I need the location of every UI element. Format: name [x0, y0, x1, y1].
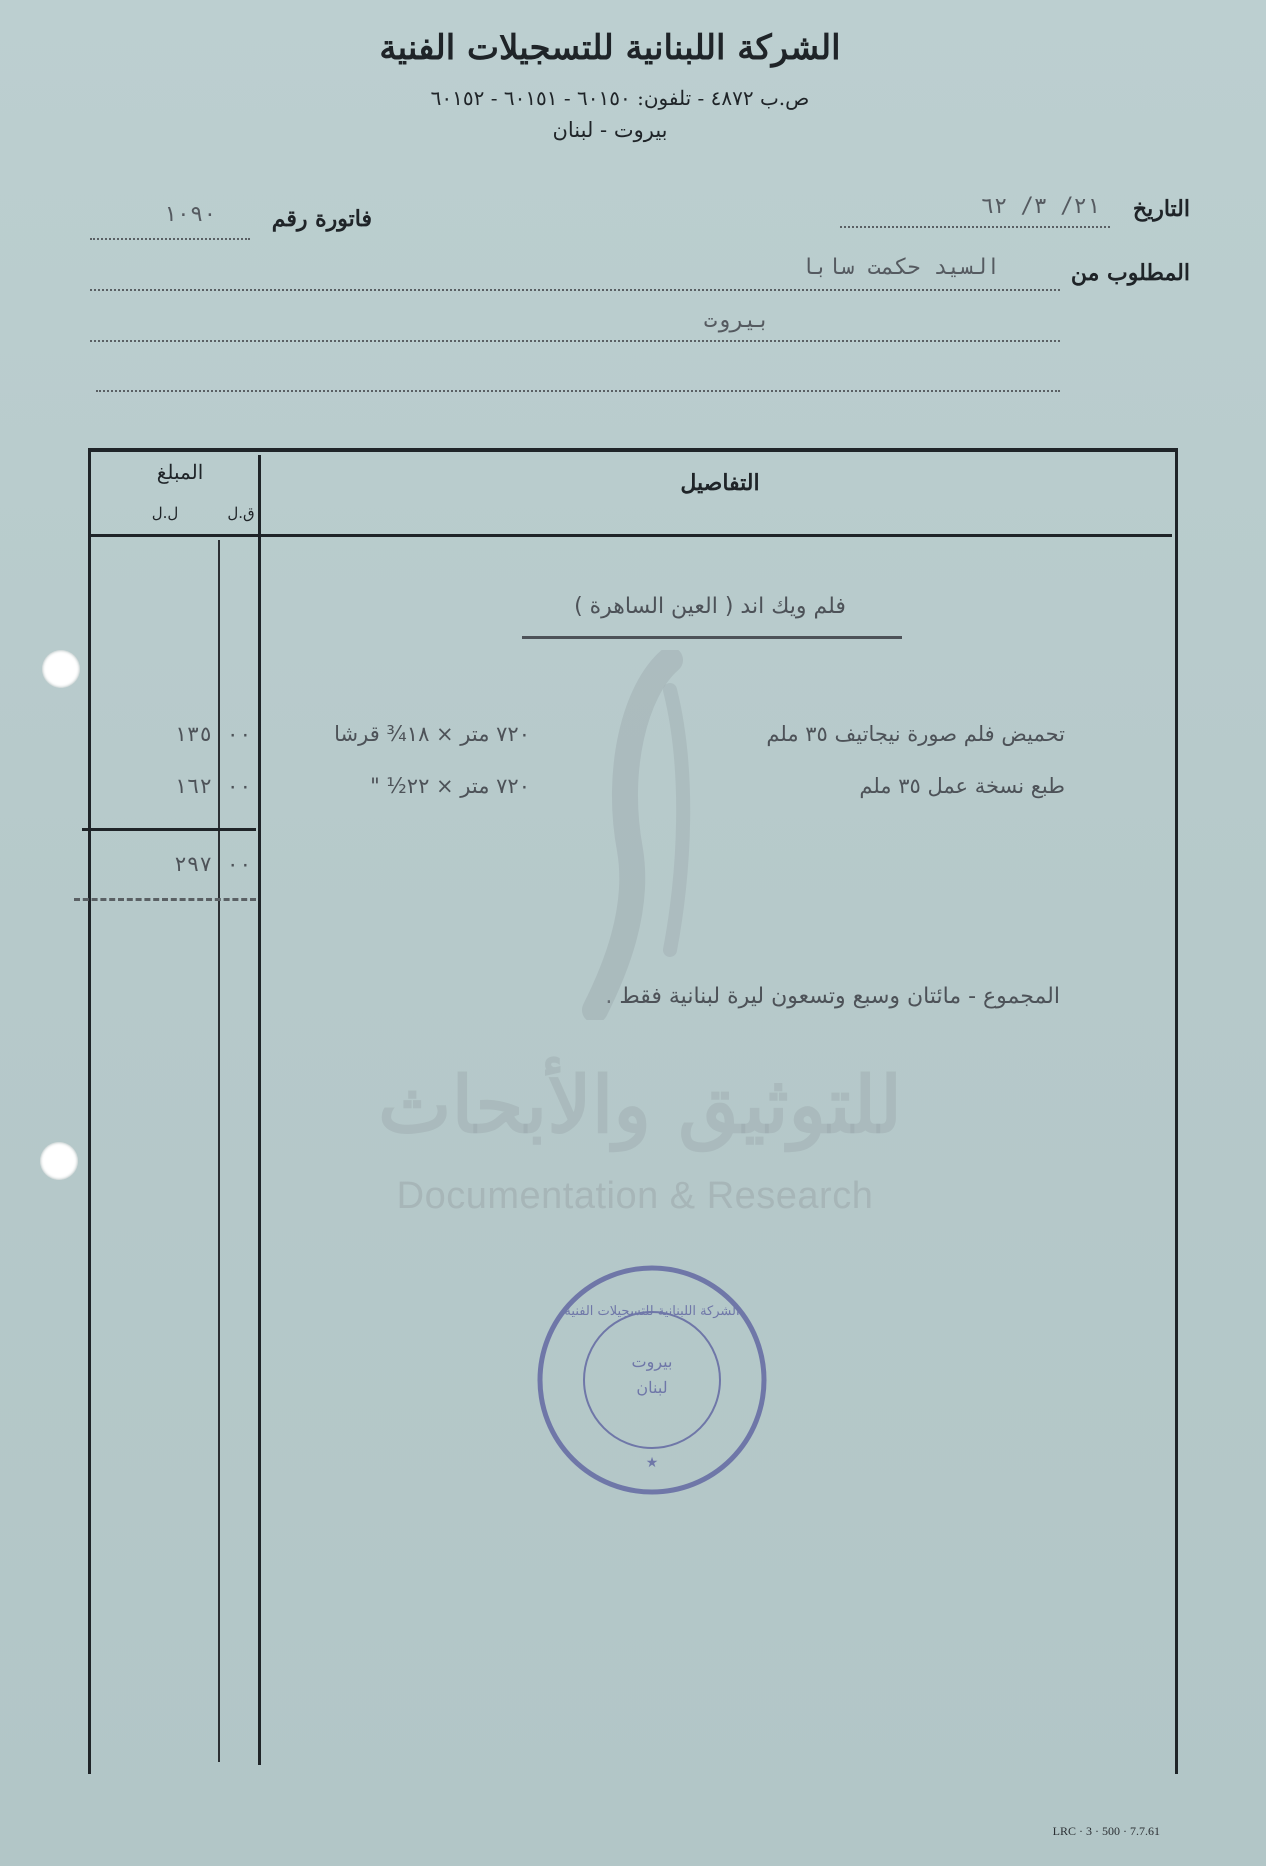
- film-title-underline: [522, 636, 902, 639]
- invoice-number-label: فاتورة رقم: [271, 206, 372, 232]
- date-value: ٢١/ ٣/ ٦٢: [980, 194, 1100, 219]
- piasters-column-divider: [218, 540, 220, 1762]
- row-2-description: طبع نسخة عمل ٣٥ ملم: [859, 774, 1065, 798]
- pounds-subheader: ل.ل: [151, 504, 179, 522]
- address-dotted-line: [90, 340, 1060, 342]
- punch-hole-bottom: [40, 1142, 78, 1180]
- company-name: الشركة اللبنانية للتسجيلات الفنية: [379, 28, 841, 68]
- date-label: التاريخ: [1132, 196, 1190, 222]
- table-header-divider: [90, 534, 1172, 537]
- company-contact: ص.ب ٤٨٧٢ - تلفون: ٦٠١٥٠ - ٦٠١٥١ - ٦٠١٥٢: [430, 86, 810, 110]
- total-in-words: المجموع - مائتان وسبع وتسعون ليرة لبنانية فقط .: [605, 984, 1060, 1009]
- stamp-ring-text: الشركة اللبنانية للتسجيلات الفنية: [564, 1304, 740, 1319]
- amount-column-divider: [258, 455, 261, 1765]
- invoice-dotted-line: [90, 238, 250, 240]
- film-title: فلم ويك اند ( العين الساهرة ): [574, 594, 846, 619]
- amount-header: المبلغ: [156, 460, 204, 484]
- date-dotted-line: [840, 226, 1110, 228]
- total-piasters: ٠٠: [226, 852, 252, 876]
- punch-hole-top: [42, 650, 80, 688]
- row-1-quantity: ٧٢٠ متر × ١٨¾ قرشا: [334, 722, 530, 746]
- total-dashed-line: [74, 898, 256, 901]
- company-city: بيروت - لبنان: [552, 118, 668, 142]
- invoice-number-value: ١٠٩٠: [163, 202, 217, 227]
- due-from-label: المطلوب من: [1070, 260, 1190, 286]
- due-from-dotted-line: [90, 289, 1060, 291]
- total-pounds: ٢٩٧: [174, 852, 212, 876]
- svg-text:★: ★: [645, 1455, 659, 1471]
- watermark-logo: [575, 650, 710, 1020]
- blank-dotted-line: [96, 390, 1060, 392]
- address-value: بيروت: [703, 308, 770, 333]
- row-2-quantity: ٧٢٠ متر × ٢٢½ ": [370, 774, 530, 798]
- stamp-center-line1: بيروت: [631, 1352, 673, 1371]
- row-2-pounds: ١٦٢: [174, 774, 212, 798]
- sum-line: [82, 828, 256, 831]
- due-from-value: السيد حكمت سابا: [801, 255, 1000, 280]
- row-1-piasters: ٠٠: [226, 722, 252, 746]
- print-code: LRC · 3 · 500 · 7.7.61: [1052, 1824, 1160, 1838]
- row-1-pounds: ١٣٥: [174, 722, 212, 746]
- details-header: التفاصيل: [680, 470, 760, 496]
- row-2-piasters: ٠٠: [226, 774, 252, 798]
- watermark-arabic: للتوثيق والأبحاث: [378, 1060, 902, 1151]
- stamp-center-line2: لبنان: [636, 1378, 668, 1397]
- row-1-description: تحميض فلم صورة نيجاتيف ٣٥ ملم: [766, 722, 1065, 746]
- piasters-subheader: ق.ل: [227, 504, 255, 522]
- watermark-english: Documentation & Research: [396, 1175, 874, 1217]
